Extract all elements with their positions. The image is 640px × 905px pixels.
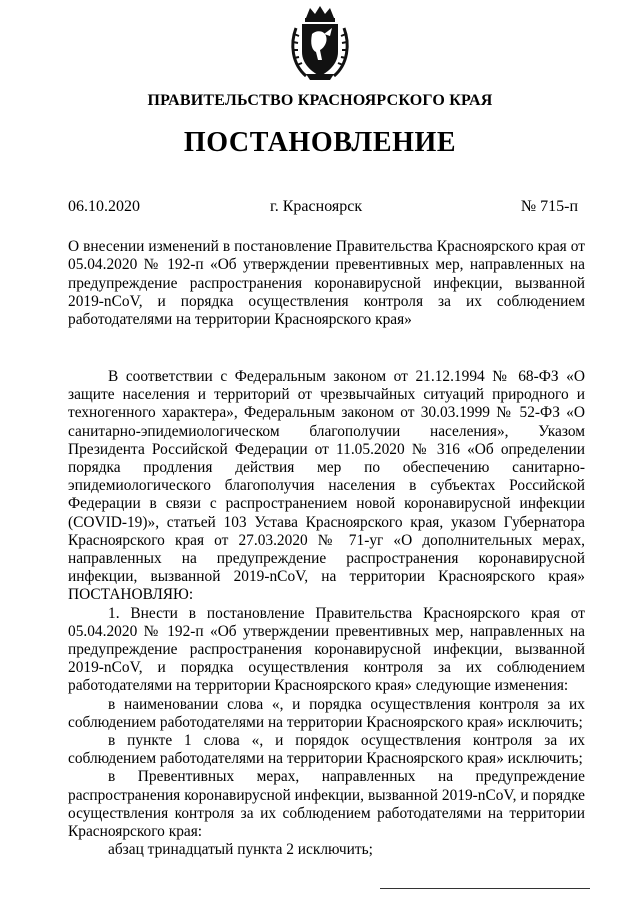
preamble-paragraph: В соответствии с Федеральным законом от 21.12.1994 № 68-ФЗ «О защите населения и территорий от чрезвычайных ситуаций природного и техногенного характера», Федеральным законом от 30.03.1999 № 52-ФЗ «О санитарно-эпидемиологическом благополучии населения», Указом Президента Российской Федерации от 11.05.2020 № 316 «Об определении порядка продления действия мер по обеспечению санитарно-эпидемиологического благополучия населения в субъектах Российской Федерации в связи с распространением новой коронавирусной инфекции (COVID-19)», статьей 103 Устава Красноярского края, указом Губернатора Красноярского края от 27.03.2020 № 71-уг «О дополнительных мерах, направленных на предупреждение распространения коронавирусной инфекции, вызванной 2019-nCoV, на территории Красноярского края» ПОСТАНОВЛЯЮ: <box>68 368 585 604</box>
krasnoyarsk-coat-of-arms-icon <box>288 4 352 82</box>
document-date: 06.10.2020 <box>68 198 140 215</box>
document-body <box>68 368 585 859</box>
item-1-paragraph: 1. Внести в постановление Правительства Красноярского края от 05.04.2020 № 192-п «Об утверждении превентивных мер, направленных на предупреждение распространения коронавирусной инфекции, вызванной 2019-nCoV, и порядка осуществления контроля за их соблюдением работодателями на территории Красноярского края» следующие изменения: <box>68 604 585 695</box>
change-paragraph: в наименовании слова «, и порядка осуществления контроля за их соблюдением работодателями на территории Красноярского края» исключить; <box>68 695 585 731</box>
document-subject: О внесении изменений в постановление Правительства Красноярского края от 05.04.2020 № 192-п «Об утверждении превентивных мер, направленных на предупреждение распространения коронавирусной инфекции, вызванной 2019-nCoV, и порядка осуществления контроля за их соблюдением работодателями на территории Красноярского края» <box>68 238 585 329</box>
change-paragraph: в пункте 1 слова «, и порядок осуществления контроля за их соблюдением работодателями на территории Красноярского края» исключить; <box>68 732 585 768</box>
document-city: г. Красноярск <box>270 198 363 215</box>
footer-divider <box>380 888 590 889</box>
document-number: № 715-п <box>520 198 578 215</box>
change-paragraph: в Превентивных мерах, направленных на предупреждение распространения коронавирусной инфекции, вызванной 2019-nCoV, и порядке осуществления контроля за их соблюдением работодателями на территории Красноярского края: <box>68 768 585 841</box>
change-paragraph: абзац тринадцатый пункта 2 исключить; <box>108 841 373 859</box>
government-title: ПРАВИТЕЛЬСТВО КРАСНОЯРСКОГО КРАЯ <box>147 92 493 109</box>
document-type: ПОСТАНОВЛЕНИЕ <box>183 127 457 158</box>
